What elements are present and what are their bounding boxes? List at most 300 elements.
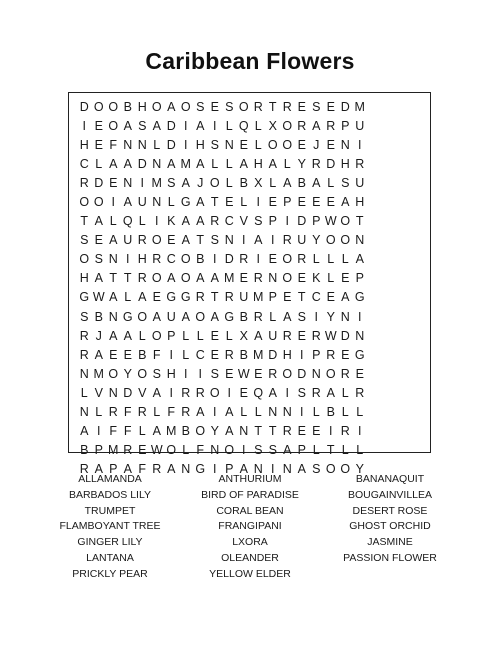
grid-letter: R <box>355 157 365 172</box>
grid-letter: L <box>80 385 88 400</box>
word-list-item: OLEANDER <box>221 551 279 564</box>
grid-letter: C <box>311 290 321 305</box>
grid-letter: D <box>340 100 350 114</box>
grid-letter: A <box>196 271 205 286</box>
grid-letter: P <box>225 461 234 476</box>
grid-letter: N <box>355 328 365 343</box>
grid-letter: N <box>355 233 365 248</box>
word-list-item: CORAL BEAN <box>216 504 284 517</box>
grid-letter: E <box>167 233 176 248</box>
grid-letter: R <box>297 119 307 134</box>
grid-letter: Y <box>355 461 364 476</box>
grid-letter: L <box>138 214 146 229</box>
grid-letter: H <box>79 271 89 286</box>
grid-letter: O <box>238 100 249 114</box>
grid-letter: T <box>123 271 132 286</box>
grid-letter: A <box>312 119 321 134</box>
grid-letter: J <box>95 328 102 343</box>
grid-letter: A <box>94 271 103 286</box>
grid-letter: O <box>108 366 119 381</box>
grid-letter: A <box>297 461 306 476</box>
grid-letter: L <box>153 138 161 153</box>
grid-letter: D <box>79 100 89 114</box>
grid-letter: O <box>325 366 336 381</box>
grid-letter: S <box>138 119 147 134</box>
grid-letter: O <box>325 461 336 476</box>
grid-letter: A <box>239 157 248 172</box>
grid-letter: P <box>268 214 277 229</box>
grid-letter: A <box>167 271 176 286</box>
grid-letter: L <box>196 328 204 343</box>
grid-letter: T <box>196 233 205 248</box>
grid-letter: A <box>341 195 350 210</box>
grid-letter: S <box>80 233 89 248</box>
grid-letter: T <box>254 423 263 438</box>
grid-letter: R <box>268 366 278 381</box>
grid-letter: U <box>268 328 278 343</box>
grid-letter: O <box>282 366 293 381</box>
grid-letter: A <box>80 423 89 438</box>
grid-letter: R <box>326 119 336 134</box>
grid-letter: P <box>167 328 176 343</box>
grid-letter: L <box>327 271 335 286</box>
grid-letter: L <box>269 309 277 324</box>
grid-letter: J <box>197 176 204 191</box>
grid-letter: E <box>312 423 321 438</box>
grid-letter: P <box>297 442 306 457</box>
grid-letter: R <box>340 366 350 381</box>
grid-letter: I <box>213 404 217 419</box>
grid-letter: A <box>210 309 219 324</box>
grid-letter: O <box>79 195 90 210</box>
grid-letter: H <box>79 138 89 153</box>
grid-letter: N <box>108 385 118 400</box>
grid-letter: T <box>297 290 306 305</box>
grid-letter: O <box>282 252 293 267</box>
grid-letter: A <box>181 309 190 324</box>
word-list-item: FRANGIPANI <box>218 520 282 533</box>
grid-letter: O <box>267 138 278 153</box>
grid-letter: L <box>254 404 262 419</box>
grid-letter: E <box>109 176 118 191</box>
grid-letter: I <box>97 423 101 438</box>
grid-letter: W <box>150 442 163 457</box>
grid-letter: G <box>195 461 206 476</box>
grid-letter: I <box>213 119 217 134</box>
word-list-item: BARBADOS LILY <box>68 488 152 501</box>
grid-letter: A <box>196 119 205 134</box>
grid-letter: R <box>108 404 118 419</box>
grid-letter: K <box>167 214 176 229</box>
grid-letter: A <box>254 233 263 248</box>
grid-letter: N <box>123 176 133 191</box>
grid-letter: S <box>210 138 219 153</box>
grid-letter: E <box>138 442 147 457</box>
grid-letter: A <box>283 309 292 324</box>
word-list-item: ALLAMANDA <box>78 473 142 485</box>
grid-letter: E <box>210 100 219 114</box>
grid-letter: B <box>80 442 89 457</box>
grid-letter: C <box>195 347 205 362</box>
grid-letter: S <box>312 461 321 476</box>
grid-letter: E <box>268 195 277 210</box>
grid-letter: C <box>224 214 234 229</box>
grid-letter: V <box>138 385 147 400</box>
grid-letter: M <box>108 442 119 457</box>
grid-letter: I <box>285 214 289 229</box>
grid-letter: O <box>137 366 148 381</box>
grid-letter: Q <box>238 119 249 134</box>
grid-letter: B <box>239 347 248 362</box>
grid-letter: R <box>297 252 307 267</box>
grid-letter: L <box>341 442 349 457</box>
grid-letter: H <box>340 157 350 172</box>
grid-letter: A <box>254 328 263 343</box>
grid-letter: R <box>282 423 292 438</box>
grid-letter: I <box>198 366 202 381</box>
grid-letter: O <box>209 385 220 400</box>
word-list-item: TRUMPET <box>84 504 136 517</box>
word-list-item: LANTANA <box>86 551 134 564</box>
grid-letter: U <box>297 233 307 248</box>
grid-letter: S <box>254 214 263 229</box>
grid-letter: O <box>108 100 119 114</box>
grid-letter: E <box>94 119 103 134</box>
grid-letter: N <box>239 423 249 438</box>
grid-letter: M <box>93 366 104 381</box>
grid-letter: O <box>151 100 162 114</box>
grid-letter: R <box>224 290 234 305</box>
grid-letter: G <box>180 290 191 305</box>
grid-letter: L <box>182 442 190 457</box>
grid-letter: R <box>152 252 162 267</box>
grid-letter: E <box>123 347 132 362</box>
grid-letter: O <box>195 309 206 324</box>
grid-letter: E <box>152 290 161 305</box>
grid-letter: I <box>227 385 231 400</box>
grid-letter: N <box>79 404 89 419</box>
grid-letter: A <box>109 290 118 305</box>
grid-letter: E <box>297 195 306 210</box>
grid-letter: B <box>239 309 248 324</box>
page-title: Caribbean Flowers <box>145 48 355 74</box>
grid-letter: X <box>239 328 248 343</box>
grid-letter: L <box>312 404 320 419</box>
grid-letter: R <box>311 157 321 172</box>
grid-letter: I <box>358 309 362 324</box>
grid-letter: P <box>341 119 350 134</box>
grid-letter: N <box>340 138 350 153</box>
grid-letter: W <box>92 290 105 305</box>
grid-letter: E <box>94 233 103 248</box>
grid-letter: O <box>180 271 191 286</box>
grid-letter: H <box>282 347 292 362</box>
grid-letter: N <box>210 442 220 457</box>
letter-grid-frame <box>68 92 431 476</box>
grid-letter: Y <box>210 423 219 438</box>
grid-letter: S <box>152 366 161 381</box>
grid-letter: N <box>181 461 191 476</box>
grid-letter: A <box>268 385 277 400</box>
grid-letter: P <box>312 214 321 229</box>
word-list-item: FLAMBOYANT TREE <box>59 520 161 533</box>
grid-letter: D <box>123 385 133 400</box>
grid-letter: L <box>211 157 219 172</box>
grid-letter: V <box>94 385 103 400</box>
grid-letter: L <box>341 252 349 267</box>
grid-letter: A <box>152 423 161 438</box>
grid-letter: R <box>195 290 205 305</box>
grid-letter: I <box>169 385 173 400</box>
grid-letter: S <box>297 385 306 400</box>
grid-letter: E <box>326 290 335 305</box>
grid-letter: T <box>109 271 118 286</box>
grid-letter: B <box>196 252 205 267</box>
grid-letter: R <box>282 100 292 114</box>
grid-letter: O <box>340 461 351 476</box>
grid-letter: N <box>108 252 118 267</box>
grid-letter: O <box>151 233 162 248</box>
grid-letter: N <box>137 138 147 153</box>
grid-letter: I <box>300 347 304 362</box>
grid-letter: I <box>256 195 260 210</box>
grid-letter: L <box>138 423 146 438</box>
grid-letter: I <box>271 233 275 248</box>
grid-letter: E <box>210 347 219 362</box>
grid-letter: R <box>137 271 147 286</box>
grid-letter: R <box>123 442 133 457</box>
grid-letter: F <box>123 423 132 438</box>
grid-letter: M <box>253 290 264 305</box>
grid-letter: B <box>239 176 248 191</box>
grid-letter: R <box>210 214 220 229</box>
grid-letter: I <box>242 233 246 248</box>
grid-letter: R <box>181 385 191 400</box>
grid-letter: A <box>196 404 205 419</box>
grid-letter: R <box>326 347 336 362</box>
grid-letter: L <box>341 404 349 419</box>
grid-letter: D <box>297 214 307 229</box>
grid-letter: I <box>329 423 333 438</box>
grid-letter: E <box>326 195 335 210</box>
grid-letter: S <box>268 442 277 457</box>
grid-letter: O <box>282 138 293 153</box>
grid-letter: N <box>152 157 162 172</box>
grid-letter: I <box>140 176 144 191</box>
grid-letter: D <box>340 328 350 343</box>
grid-letter: O <box>151 328 162 343</box>
grid-letter: G <box>354 347 365 362</box>
grid-letter: E <box>341 271 350 286</box>
grid-letter: F <box>109 423 118 438</box>
grid-letter: F <box>138 461 147 476</box>
grid-letter: C <box>79 157 89 172</box>
grid-letter: S <box>297 309 306 324</box>
grid-letter: S <box>225 100 234 114</box>
word-list-item: DESERT ROSE <box>352 504 428 517</box>
grid-letter: O <box>340 233 351 248</box>
grid-letter: X <box>268 119 277 134</box>
grid-letter: A <box>181 214 190 229</box>
grid-letter: F <box>196 442 205 457</box>
grid-letter: F <box>167 404 176 419</box>
grid-letter: S <box>210 233 219 248</box>
grid-letter: M <box>253 347 264 362</box>
grid-letter: A <box>123 157 132 172</box>
grid-letter: Y <box>123 366 132 381</box>
grid-letter: M <box>224 271 235 286</box>
grid-letter: D <box>137 157 147 172</box>
grid-letter: H <box>166 366 176 381</box>
grid-letter: N <box>224 138 234 153</box>
grid-letter: F <box>152 347 161 362</box>
grid-letter: S <box>254 442 263 457</box>
word-list-item: BOUGAINVILLEA <box>347 488 433 501</box>
grid-letter: E <box>297 271 306 286</box>
grid-letter: A <box>326 385 335 400</box>
grid-letter: O <box>282 271 293 286</box>
grid-letter: T <box>210 195 219 210</box>
grid-letter: I <box>358 138 362 153</box>
grid-letter: A <box>341 290 350 305</box>
grid-letter: E <box>326 100 335 114</box>
grid-letter: E <box>239 385 248 400</box>
grid-letter: E <box>225 195 234 210</box>
word-list-item: PRICKLY PEAR <box>72 567 148 580</box>
grid-letter: L <box>269 176 277 191</box>
word-list-item: LXORA <box>232 536 268 549</box>
grid-letter: A <box>94 347 103 362</box>
grid-letter: T <box>268 100 277 114</box>
grid-letter: D <box>297 366 307 381</box>
letter-grid <box>77 98 367 479</box>
grid-letter: A <box>109 157 118 172</box>
grid-letter: E <box>297 328 306 343</box>
grid-letter: L <box>167 195 175 210</box>
grid-letter: E <box>297 100 306 114</box>
grid-letter: I <box>256 252 260 267</box>
grid-letter: L <box>356 404 364 419</box>
grid-letter: A <box>196 214 205 229</box>
grid-letter: Q <box>253 385 264 400</box>
grid-letter: R <box>79 328 89 343</box>
grid-letter: U <box>355 176 365 191</box>
grid-letter: D <box>224 252 234 267</box>
grid-letter: S <box>341 176 350 191</box>
grid-letter: A <box>152 385 161 400</box>
grid-letter: E <box>109 347 118 362</box>
grid-letter: L <box>138 328 146 343</box>
grid-letter: I <box>271 461 275 476</box>
grid-letter: E <box>94 138 103 153</box>
grid-letter: A <box>239 461 248 476</box>
grid-letter: I <box>285 385 289 400</box>
grid-letter: O <box>209 176 220 191</box>
grid-letter: H <box>137 100 147 114</box>
word-list-item: PASSION FLOWER <box>343 551 437 564</box>
grid-letter: H <box>253 157 263 172</box>
grid-letter: E <box>283 290 292 305</box>
grid-letter: A <box>94 214 103 229</box>
grid-letter: A <box>94 461 103 476</box>
grid-letter: L <box>109 214 117 229</box>
grid-letter: L <box>182 347 190 362</box>
grid-letter: E <box>312 195 321 210</box>
grid-letter: I <box>300 404 304 419</box>
grid-letter: G <box>180 195 191 210</box>
grid-letter: N <box>268 404 278 419</box>
grid-letter: U <box>355 119 365 134</box>
grid-letter: S <box>210 366 219 381</box>
word-list-item: BIRD OF PARADISE <box>201 488 299 501</box>
grid-letter: O <box>195 423 206 438</box>
grid-letter: N <box>108 309 118 324</box>
grid-letter: A <box>167 461 176 476</box>
grid-letter: I <box>126 252 130 267</box>
grid-letter: I <box>358 423 362 438</box>
grid-letter: L <box>254 138 262 153</box>
grid-letter: R <box>137 233 147 248</box>
grid-letter: I <box>82 119 86 134</box>
grid-letter: R <box>282 328 292 343</box>
grid-letter: B <box>181 423 190 438</box>
grid-letter: S <box>196 100 205 114</box>
grid-letter: M <box>354 100 365 114</box>
grid-letter: A <box>123 195 132 210</box>
grid-letter: L <box>182 328 190 343</box>
grid-letter: O <box>282 119 293 134</box>
grid-letter: E <box>239 271 248 286</box>
grid-letter: N <box>311 366 321 381</box>
grid-letter: L <box>153 404 161 419</box>
grid-letter: I <box>213 461 217 476</box>
grid-letter: R <box>137 404 147 419</box>
word-list-item: BANANAQUIT <box>355 473 425 485</box>
grid-letter: G <box>354 290 365 305</box>
grid-letter: L <box>327 176 335 191</box>
grid-letter: S <box>312 100 321 114</box>
grid-letter: B <box>94 309 103 324</box>
grid-letter: A <box>196 195 205 210</box>
grid-letter: R <box>311 385 321 400</box>
grid-letter: L <box>95 157 103 172</box>
grid-letter: A <box>181 176 190 191</box>
grid-letter: P <box>109 461 118 476</box>
word-list <box>40 472 460 583</box>
grid-letter: E <box>254 366 263 381</box>
grid-letter: O <box>166 442 177 457</box>
grid-letter: E <box>268 252 277 267</box>
grid-letter: F <box>109 138 118 153</box>
grid-letter: E <box>239 138 248 153</box>
grid-letter: O <box>151 271 162 286</box>
grid-letter: A <box>225 423 234 438</box>
grid-letter: I <box>213 252 217 267</box>
grid-letter: D <box>326 157 336 172</box>
grid-letter: O <box>180 100 191 114</box>
grid-letter: S <box>94 252 103 267</box>
grid-letter: L <box>312 252 320 267</box>
grid-letter: O <box>93 100 104 114</box>
grid-letter: R <box>253 309 263 324</box>
grid-letter: I <box>155 214 159 229</box>
grid-letter: R <box>79 461 89 476</box>
grid-letter: I <box>111 195 115 210</box>
grid-letter: A <box>225 404 234 419</box>
grid-letter: L <box>327 252 335 267</box>
grid-letter: O <box>79 252 90 267</box>
grid-letter: H <box>195 138 205 153</box>
